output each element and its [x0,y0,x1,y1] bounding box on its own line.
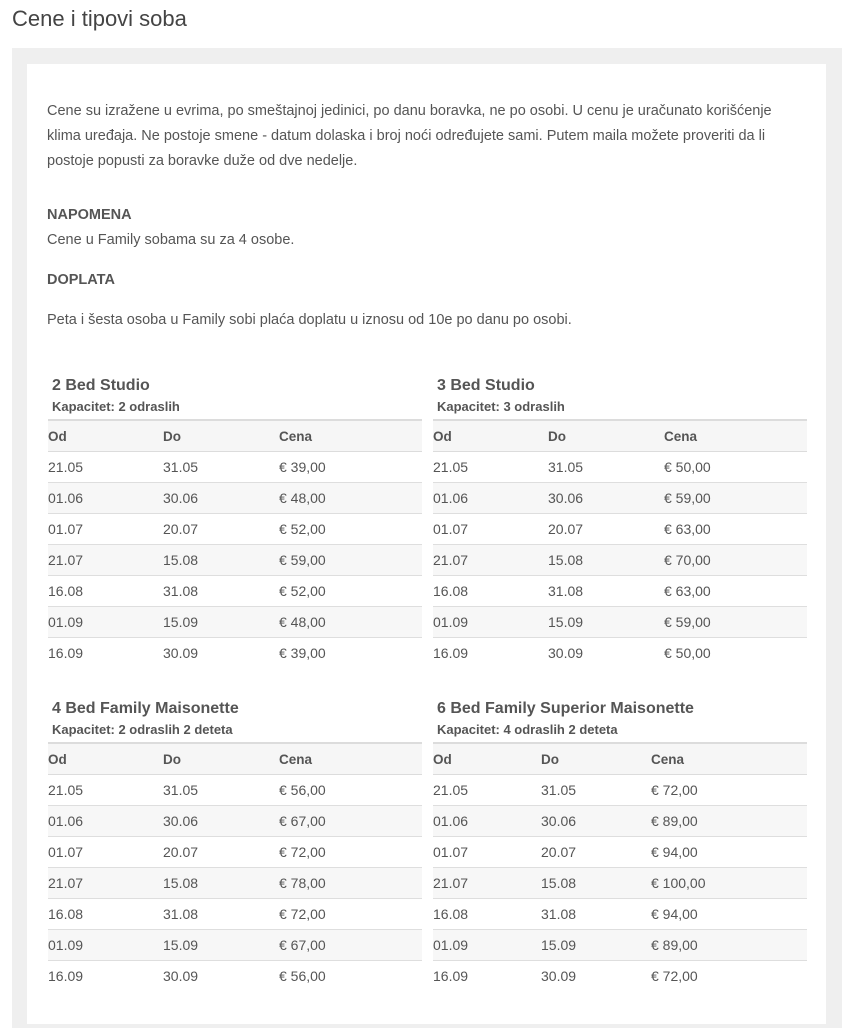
price-table [433,742,807,991]
cell-cena: € 94,00 [651,837,807,868]
cell-cena: € 56,00 [279,968,326,984]
column-header-do: Do [163,420,279,452]
table-header-row [48,420,422,452]
cell-do: 30.09 [163,968,199,984]
cell-cena: € 48,00 [279,483,422,514]
room-title: 4 Bed Family Maisonette [52,700,239,717]
room-6-bed-family-superior-maisonette [433,699,807,991]
room-capacity: Kapacitet: 3 odraslih [437,399,565,414]
cell-od: 01.09 [48,607,163,638]
table-row [48,868,422,899]
cell-cena: € 52,00 [279,576,422,607]
cell-od: 16.08 [48,899,163,930]
room-3-bed-studio [433,376,807,668]
cell-cena: € 72,00 [651,775,807,806]
cell-cena: € 72,00 [279,837,422,868]
cell-do: 31.08 [163,899,279,930]
table-row [433,576,807,607]
column-header-cena: Cena [279,420,422,452]
cell-od: 16.08 [433,899,541,930]
cell-od: 21.07 [433,868,541,899]
cell-cena: € 70,00 [664,545,807,576]
table-row [48,452,422,483]
cell-od: 16.09 [433,645,469,661]
room-title: 6 Bed Family Superior Maisonette [437,700,694,717]
column-header-do: Do [548,420,664,452]
cell-od: 01.09 [433,607,548,638]
cell-od: 21.07 [433,545,548,576]
cell-cena: € 39,00 [279,645,326,661]
table-row [433,607,807,638]
cell-do: 20.07 [548,514,664,545]
cell-do: 15.08 [541,868,651,899]
cell-do: 31.05 [548,452,664,483]
table-row [433,837,807,868]
table-row [433,961,807,992]
table-row [48,899,422,930]
column-header-od: Od [433,743,541,775]
cell-do: 15.08 [163,545,279,576]
price-table [433,419,807,668]
cell-od: 21.05 [433,452,548,483]
table-row [433,452,807,483]
table-row [48,514,422,545]
cell-cena: € 59,00 [664,483,807,514]
table-row [48,930,422,961]
cell-od: 01.09 [48,930,163,961]
cell-do: 30.09 [548,645,584,661]
table-row [48,576,422,607]
cell-cena: € 48,00 [279,607,422,638]
cell-cena: € 89,00 [651,930,807,961]
cell-cena: € 67,00 [279,930,422,961]
column-header-do: Do [163,743,279,775]
table-row [48,483,422,514]
cell-cena: € 59,00 [664,607,807,638]
cell-do: 31.05 [163,775,279,806]
cell-od: 01.06 [433,806,541,837]
table-header-row [433,420,807,452]
table-row [48,961,422,992]
cell-cena: € 39,00 [279,452,422,483]
cell-do: 31.08 [541,899,651,930]
table-header-row [48,743,422,775]
cell-do: 30.09 [541,968,577,984]
table-row [48,837,422,868]
cell-do: 20.07 [163,837,279,868]
table-row [433,638,807,669]
room-title: 3 Bed Studio [437,377,535,394]
cell-do: 31.08 [548,576,664,607]
cell-od: 01.09 [433,930,541,961]
cell-do: 15.09 [163,607,279,638]
cell-do: 15.08 [163,868,279,899]
cell-do: 30.06 [163,806,279,837]
table-row [433,868,807,899]
cell-cena: € 72,00 [651,968,698,984]
table-row [433,899,807,930]
cell-od: 21.05 [48,775,163,806]
column-header-od: Od [48,420,163,452]
cell-cena: € 94,00 [651,899,807,930]
table-row [48,638,422,669]
cell-cena: € 78,00 [279,868,422,899]
cell-od: 21.07 [48,868,163,899]
cell-od: 01.06 [48,806,163,837]
table-header-row [433,743,807,775]
column-header-cena: Cena [664,420,807,452]
napomena-heading: NAPOMENA [47,207,132,223]
table-row [48,545,422,576]
cell-cena: € 63,00 [664,514,807,545]
cell-do: 15.09 [548,607,664,638]
cell-cena: € 89,00 [651,806,807,837]
cell-do: 15.09 [163,930,279,961]
cell-od: 21.05 [48,452,163,483]
cell-od: 01.07 [433,514,548,545]
cell-do: 20.07 [163,514,279,545]
cell-cena: € 52,00 [279,514,422,545]
doplata-heading: DOPLATA [47,272,115,288]
room-2-bed-studio [48,376,422,668]
cell-do: 30.06 [541,806,651,837]
table-row [433,775,807,806]
cell-od: 16.09 [433,968,469,984]
cell-cena: € 50,00 [664,452,807,483]
price-table [48,742,422,991]
room-capacity: Kapacitet: 2 odraslih 2 deteta [52,722,233,737]
cell-od: 01.07 [433,837,541,868]
cell-do: 31.05 [541,775,651,806]
table-row [433,806,807,837]
cell-cena: € 67,00 [279,806,422,837]
table-row [48,607,422,638]
cell-do: 30.09 [163,645,199,661]
cell-do: 15.08 [548,545,664,576]
cell-od: 01.07 [48,837,163,868]
column-header-do: Do [541,743,651,775]
cell-od: 16.08 [48,576,163,607]
cell-od: 21.05 [433,775,541,806]
content-panel [12,48,842,1028]
cell-do: 30.06 [548,483,664,514]
table-row [48,775,422,806]
table-row [48,806,422,837]
table-row [433,514,807,545]
page-title: Cene i tipovi soba [12,6,187,31]
cell-od: 16.08 [433,576,548,607]
cell-cena: € 59,00 [279,545,422,576]
column-header-cena: Cena [279,743,422,775]
cell-do: 31.05 [163,452,279,483]
content-card [27,64,826,1024]
room-4-bed-family-maisonette [48,699,422,991]
column-header-od: Od [433,420,548,452]
cell-cena: € 50,00 [664,645,711,661]
column-header-cena: Cena [651,743,807,775]
cell-cena: € 100,00 [651,868,807,899]
cell-cena: € 56,00 [279,775,422,806]
intro-text: Cene su izražene u evrima, po smeštajnoj jedinici, po danu boravka, ne po osobi. U cenu je uračunato korišćenje klima uređaja. Ne postoje smene - datum dolaska i broj noći određujete sami. Putem maila možete proveriti da li postoje popusti za boravke duže od dve nedelje. [47,103,772,169]
cell-od: 01.07 [48,514,163,545]
room-capacity: Kapacitet: 4 odraslih 2 deteta [437,722,618,737]
cell-do: 20.07 [541,837,651,868]
cell-do: 15.09 [541,930,651,961]
table-row [433,930,807,961]
price-table [48,419,422,668]
napomena-text: Cene u Family sobama su za 4 osobe. [47,232,295,248]
room-capacity: Kapacitet: 2 odraslih [52,399,180,414]
cell-do: 30.06 [163,483,279,514]
column-header-od: Od [48,743,163,775]
cell-od: 16.09 [48,645,84,661]
cell-od: 16.09 [48,968,84,984]
doplata-text: Peta i šesta osoba u Family sobi plaća doplatu u iznosu od 10e po danu po osobi. [47,312,572,328]
table-row [433,545,807,576]
cell-od: 01.06 [433,483,548,514]
cell-cena: € 72,00 [279,899,422,930]
room-title: 2 Bed Studio [52,377,150,394]
cell-do: 31.08 [163,576,279,607]
cell-cena: € 63,00 [664,576,807,607]
cell-od: 01.06 [48,483,163,514]
table-row [433,483,807,514]
cell-od: 21.07 [48,545,163,576]
